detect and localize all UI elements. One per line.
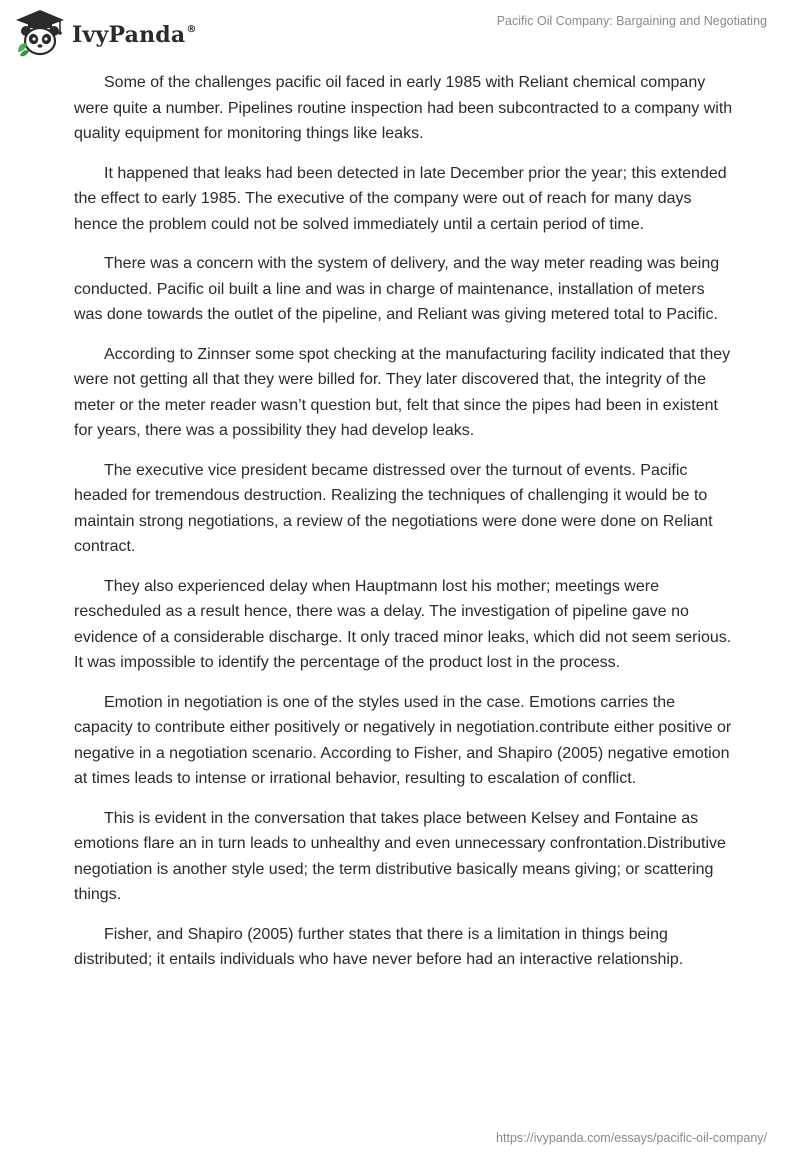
registered-mark: ® [186, 24, 197, 35]
paragraph: This is evident in the conversation that takes place between Kelsey and Fontaine as emotions flare an in turn leads to unhealthy and even unnecessary confrontation.Distributive negotiation is another style used; the term distributive basically means giving; or scattering things. [74, 809, 726, 903]
logo-text: IvyPanda [72, 22, 186, 48]
paragraph: Fisher, and Shapiro (2005) further states that there is a limitation in things being distributed; it entails individuals who have never before had an interactive relationship. [74, 925, 684, 968]
document-title: Pacific Oil Company: Bargaining and Negotiating [496, 14, 767, 28]
ivypanda-logo[interactable] [14, 8, 197, 58]
paragraph: They also experienced delay when Hauptmann lost his mother; meetings were rescheduled as a result hence, there was a delay. The investigation of pipeline gave no evidence of a considerable discharge. It only traced minor leaks, which did not seem serious. It was impossible to identify the percentage of the product lost in the process. [74, 577, 732, 671]
source-url-link[interactable]: https://ivypanda.com/essays/pacific-oil-company/ [496, 1131, 767, 1145]
paragraph: The executive vice president became distressed over the turnout of events. Pacific headed for tremendous destruction. Realizing the techniques of challenging it would be to maintain strong negotiations, a review of the negotiations were done were done on Reliant contract. [74, 461, 713, 555]
paragraph: There was a concern with the system of delivery, and the way meter reading was being conducted. Pacific oil built a line and was in charge of maintenance, installation of meters was done towards the outlet of the pipeline, and Reliant was giving metered total to Pacific. [74, 255, 720, 323]
essay-body [74, 70, 734, 987]
paragraph: Some of the challenges pacific oil faced in early 1985 with Reliant chemical company were quite a number. Pipelines routine inspection had been subcontracted to a company with quality equipment for monitoring things like leaks. [74, 74, 733, 142]
paragraph: According to Zinnser some spot checking at the manufacturing facility indicated that they were not getting all that they were billed for. They later discovered that, the integrity of the meter or the meter reader wasn’t question but, felt that since the pipes had been in existent for years, there was a possibility they had develop leaks. [74, 345, 731, 439]
paragraph: Emotion in negotiation is one of the styles used in the case. Emotions carries the capacity to contribute either positively or negatively in negotiation.contribute either positive or negative in a negotiation scenario. According to Fisher, and Shapiro (2005) negative emotion at times leads to intense or irrational behavior, resulting to escalation of conflict. [74, 693, 732, 787]
logo-wordmark [72, 22, 197, 48]
panda-graduate-icon [14, 8, 66, 58]
page-header [0, 0, 800, 70]
paragraph: It happened that leaks had been detected in late December prior the year; this extended the effect to early 1985. The executive of the company were out of reach for many days hence the problem could not be solved immediately until a certain period of time. [74, 164, 727, 233]
